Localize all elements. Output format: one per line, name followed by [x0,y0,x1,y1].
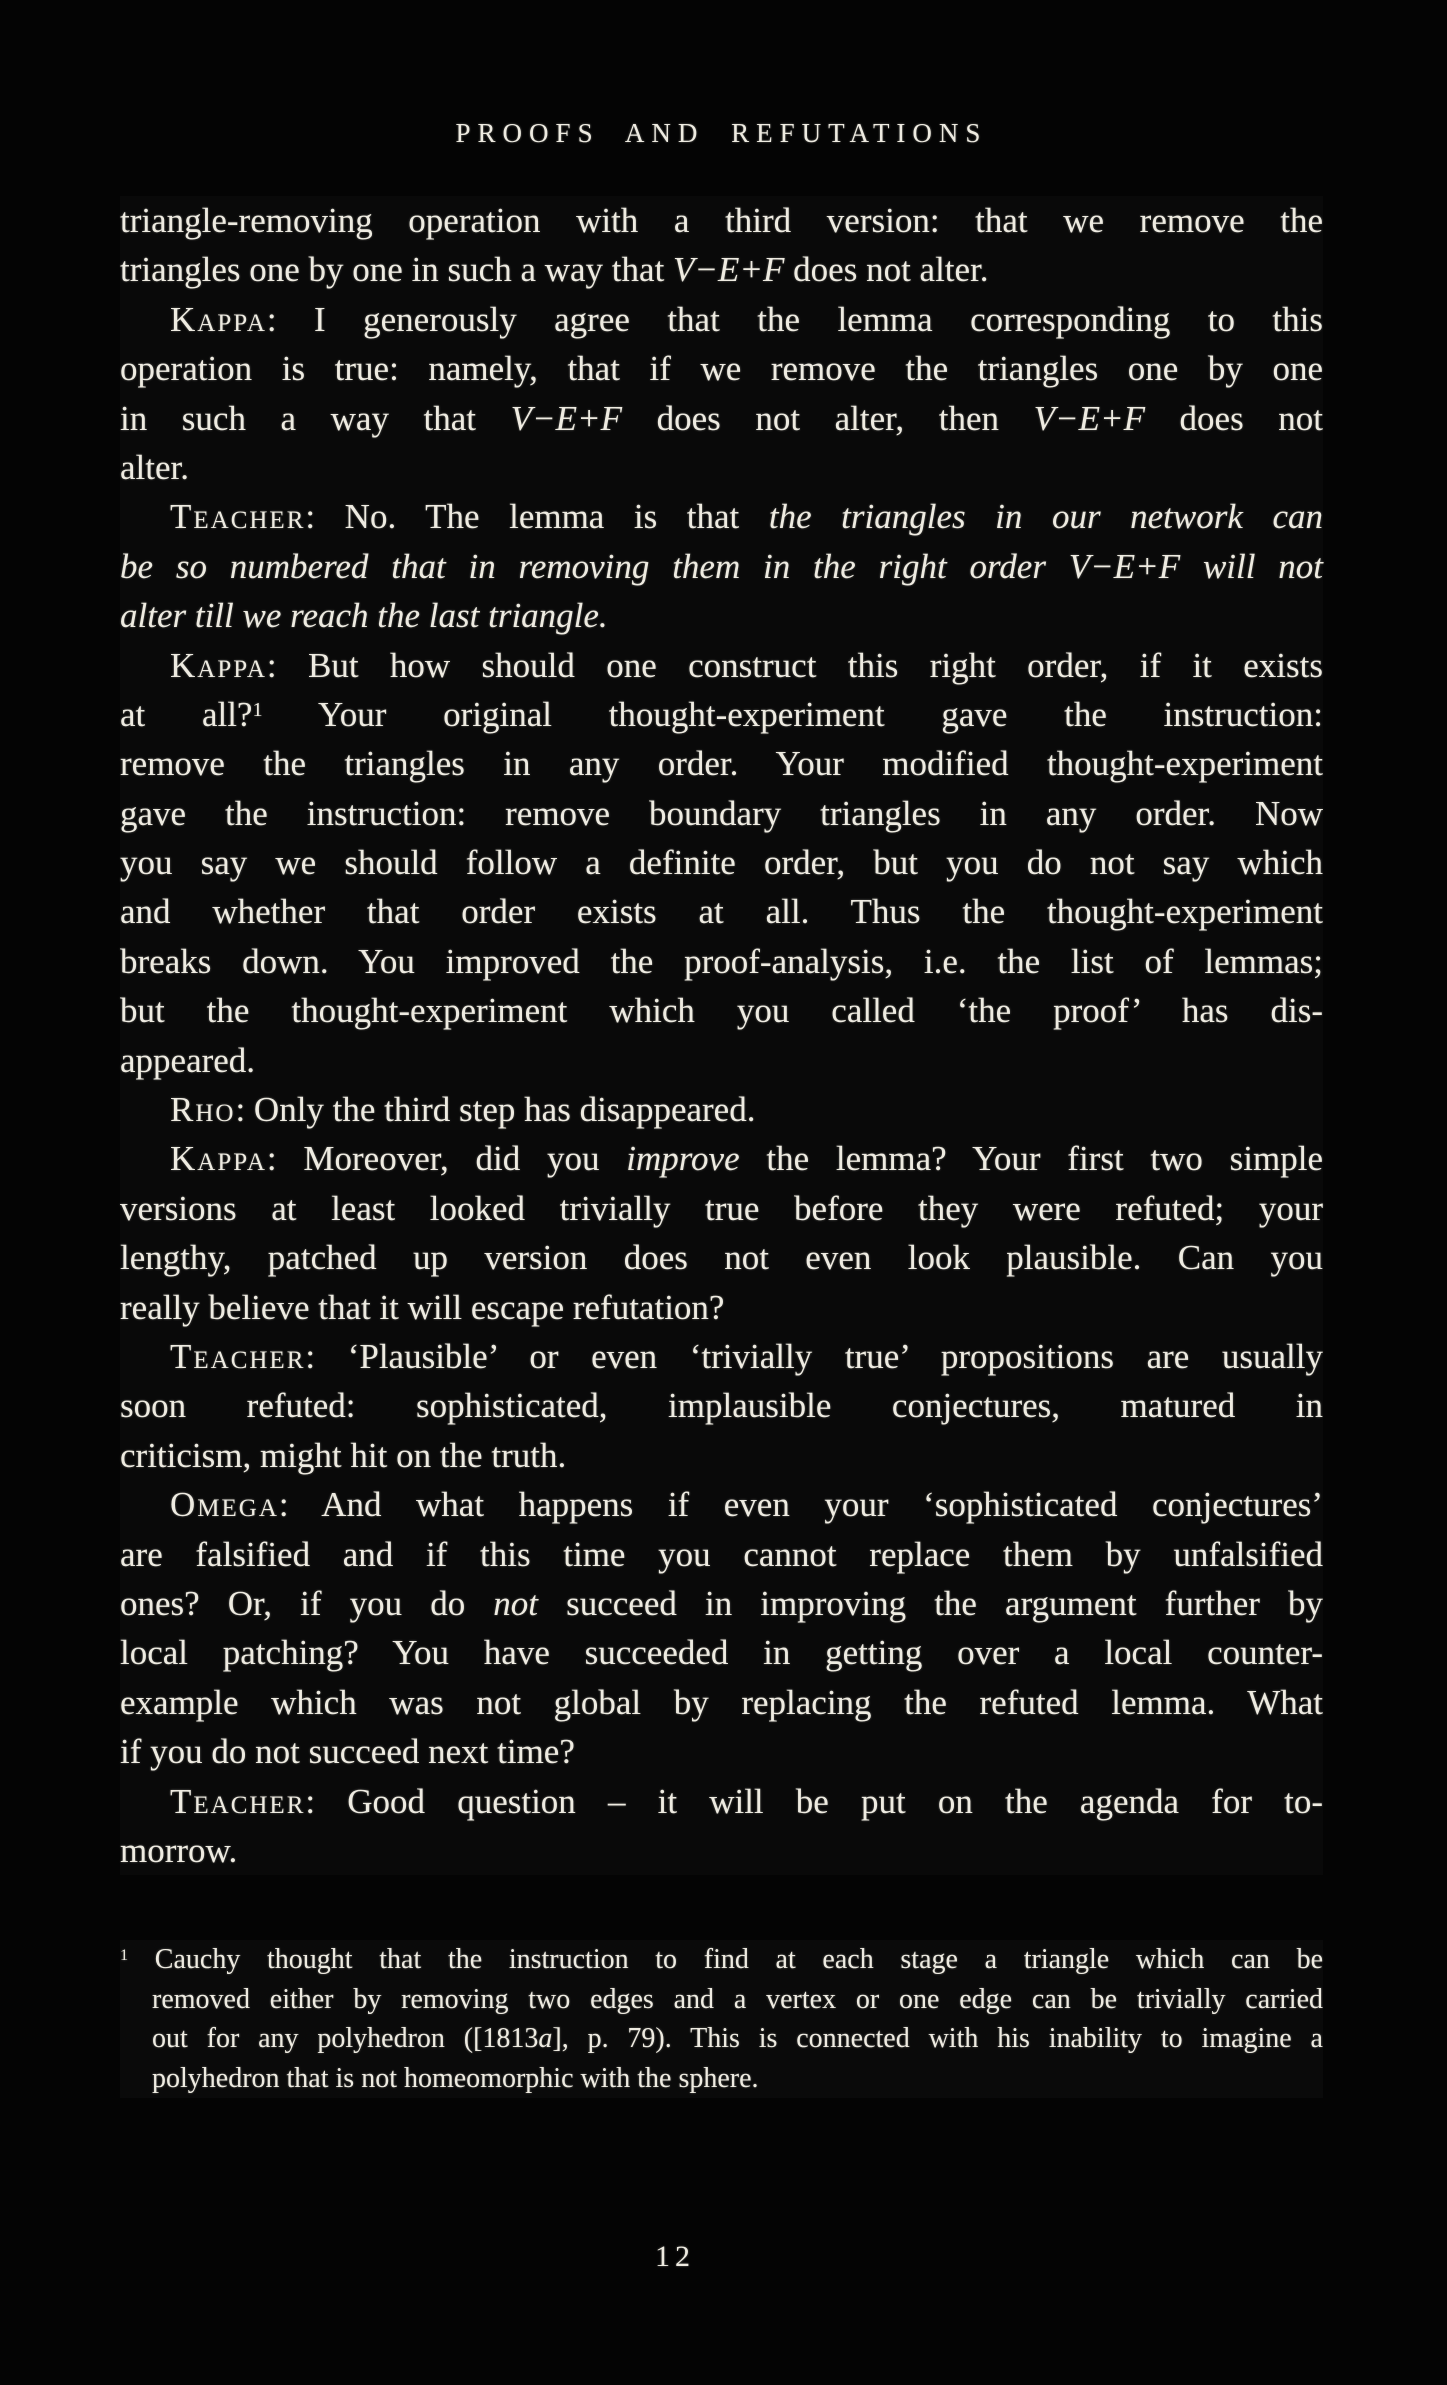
text-line [120,641,1323,690]
text-segment: appeared. [120,1040,256,1080]
text-segment: and whether that order exists at all. Thus the thought-experiment [120,892,1323,932]
text-line [120,196,1323,245]
text-segment: really believe that it will escape refutation? [120,1287,725,1327]
italic-text: a [538,2023,553,2054]
text-segment: remove the triangles in any order. Your modified thought-experiment [120,744,1323,784]
text-line [120,1184,1323,1233]
text-line [120,690,1323,739]
text-segment: local patching? You have succeeded in getting over a local counter- [120,1633,1323,1673]
text-line [120,2019,1323,2059]
text-line [120,2059,1323,2099]
text-segment: at all? [120,694,253,734]
text-segment: : Only the third step has disappeared. [235,1090,756,1130]
formula-text: V−E+F [1033,398,1145,438]
text-segment: : No. The lemma is that [305,497,769,537]
text-segment: does not alter. [784,250,989,290]
text-line [120,295,1323,344]
text-segment: Cauchy thought that the instruction to find at each stage a triangle which can be [128,1944,1323,1975]
text-line [120,443,1323,492]
body-text [120,196,1323,1875]
text-segment: if you do not succeed next time? [120,1732,575,1772]
text-line [120,1579,1323,1628]
text-segment: out for any polyhedron ([1813 [152,2023,539,2054]
speaker-label: Omega [170,1485,279,1525]
text-segment: triangle-removing operation with a third version: that we remove the [120,201,1323,240]
text-segment: criticism, might hit on the truth. [120,1435,567,1475]
text-segment: soon refuted: sophisticated, implausible conjectures, matured in [120,1386,1323,1426]
text-segment: does not alter, then [622,398,1034,438]
italic-text: not [493,1583,539,1623]
text-line [120,344,1323,393]
text-segment: : But how should one construct this right order, if it exists [266,645,1323,685]
footnote [120,1940,1323,2098]
italic-text: the triangles in our network can [768,497,1323,537]
page-number: 12 [655,2240,695,2273]
text-line [120,1826,1323,1875]
text-line [120,838,1323,887]
text-line [120,1233,1323,1282]
text-line [120,542,1323,591]
text-segment: versions at least looked trivially true before they were refuted; your [120,1188,1323,1228]
speaker-label: Teacher [170,497,306,537]
text-segment: you say we should follow a definite order, but you do not say which [120,843,1323,883]
text-segment: : And what happens if even your ‘sophisticated conjectures’ [278,1485,1323,1525]
text-segment: : Moreover, did you [266,1139,627,1179]
text-segment: : ‘Plausible’ or even ‘trivially true’ propositions are usually [305,1336,1323,1376]
text-segment: : Good question – it will be put on the agenda for to- [305,1781,1323,1821]
formula-text: V−E+F [673,250,785,290]
text-line [120,1940,1323,1980]
text-segment: does not [1144,398,1323,438]
text-line [120,887,1323,936]
text-segment: are falsified and if this time you cannot replace them by unfalsified [120,1534,1323,1574]
text-segment: but the thought-experiment which you called ‘the proof’ has dis- [120,991,1323,1031]
text-segment: succeed in improving the argument further by [538,1583,1323,1623]
italic-text: will not [1180,546,1324,586]
text-segment: example which was not global by replacing the refuted lemma. What [120,1682,1323,1722]
text-segment: morrow. [120,1830,238,1870]
text-segment: : I generously agree that the lemma corresponding to this [266,299,1323,339]
footnote-marker: 1 [252,698,263,721]
text-segment: alter. [120,447,189,487]
text-line [120,1980,1323,2020]
text-line [120,245,1323,294]
text-segment: gave the instruction: remove boundary triangles in any order. Now [120,793,1323,833]
text-line [120,986,1323,1035]
italic-text: alter till we reach the last triangle. [120,596,608,636]
text-segment: Your original thought-experiment gave the instruction: [262,694,1323,734]
text-line [120,394,1323,443]
speaker-label: Teacher [170,1336,306,1376]
text-line [120,1381,1323,1430]
text-segment: removed either by removing two edges and a vertex or one edge can be trivially carried [152,1983,1323,2015]
text-line [120,739,1323,788]
italic-text: be so numbered that in removing them in the right order [120,546,1069,586]
text-line [120,1332,1323,1381]
text-segment: in such a way that [120,398,511,438]
text-segment: breaks down. You improved the proof-analysis, i.e. the list of lemmas; [120,941,1323,981]
speaker-label: Teacher [170,1781,306,1821]
text-line [120,1678,1323,1727]
text-line [120,937,1323,986]
text-line [120,1530,1323,1579]
speaker-label: Kappa [170,645,267,685]
text-line [120,1431,1323,1480]
text-line [120,1777,1323,1826]
text-line [120,1727,1323,1776]
text-segment: ones? Or, if you do [120,1583,494,1623]
speaker-label: Rho [170,1090,236,1130]
speaker-label: Kappa [170,299,267,339]
text-line [120,1134,1323,1183]
text-segment: triangles one by one in such a way that [120,250,674,290]
speaker-label: Kappa [170,1139,267,1179]
text-segment: lengthy, patched up version does not even look plausible. Can you [120,1238,1323,1278]
text-line [120,1036,1323,1085]
formula-text: V−E+F [510,398,622,438]
text-segment: the lemma? Your first two simple [739,1139,1323,1179]
text-segment: polyhedron that is not homeomorphic with the sphere. [152,2062,759,2094]
formula-text: V−E+F [1068,546,1181,586]
text-line [120,789,1323,838]
text-line [120,492,1323,541]
text-line [120,1480,1323,1529]
text-line [120,591,1323,640]
text-line [120,1085,1323,1134]
text-segment: ], p. 79). This is connected with his inability to imagine a [552,2023,1323,2054]
italic-text: improve [626,1139,740,1179]
footnote-marker: 1 [120,1945,129,1964]
page-header: PROOFS AND REFUTATIONS [455,118,988,148]
text-line [120,1628,1323,1677]
text-line [120,1283,1323,1332]
text-segment: operation is true: namely, that if we remove the triangles one by one [120,349,1323,389]
